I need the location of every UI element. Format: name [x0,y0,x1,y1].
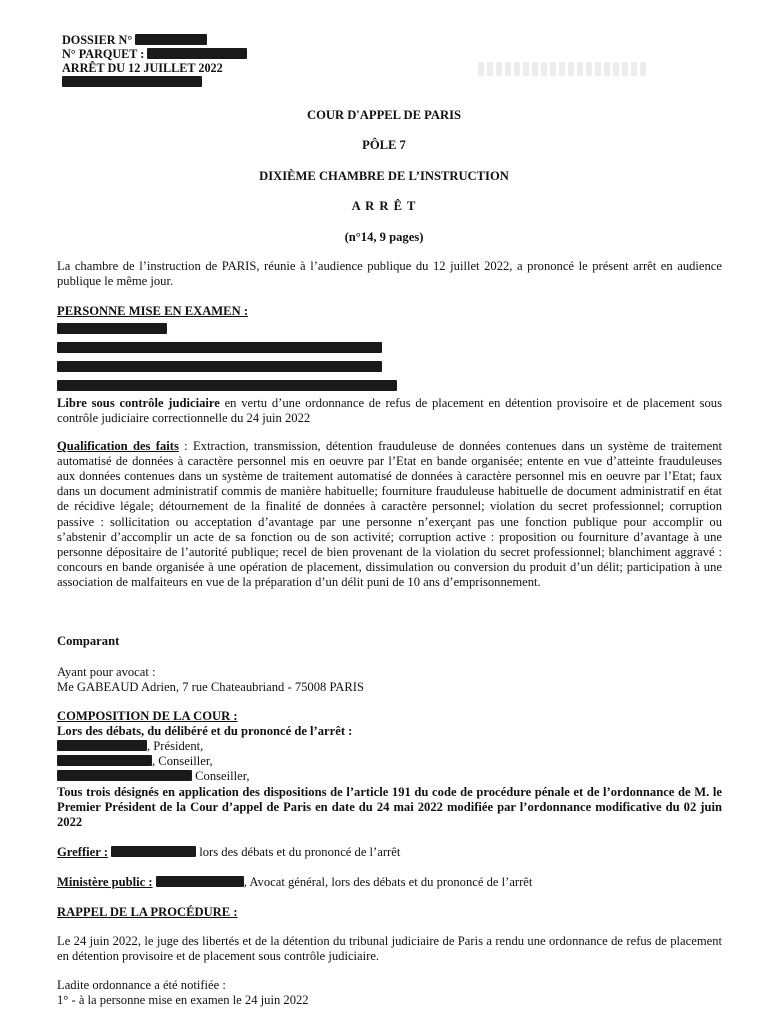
redacted-line [57,341,722,356]
statut-paragraph [57,396,722,426]
dossier-label: DOSSIER N° [62,33,133,47]
court-pole: PÔLE 7 [362,138,406,152]
notif-item-1: 1° - à la personne mise en examen le 24 juin 2022 [57,993,309,1007]
redacted-line [57,379,722,394]
comparant-heading: Comparant [57,634,120,648]
redaction-bar [57,323,167,334]
conseiller-role: , Conseiller, [152,754,213,769]
designation-text: Tous trois désignés en application des dispositions de l’article 191 du code de procédure pénale et de l’ordonnance de M. le Premier Président de la Cour d’appel de Paris en date du 24 mai 2022 modifiée par l’ordonnance modificative du 02 juin 2022 [57,784,722,829]
redaction-bar [57,342,382,353]
redaction-bar [57,361,382,372]
composition-heading: COMPOSITION DE LA COUR : [57,709,238,723]
composition-section [57,709,722,830]
faded-stamp [478,62,648,76]
court-name: COUR D'APPEL DE PARIS [306,108,462,122]
statut-bold: Libre sous contrôle judiciaire [57,396,220,410]
redaction-bar [147,48,247,59]
case-header [62,33,247,89]
conseiller-line [57,769,722,784]
ministere-text: , Avocat général, lors des débats et du prononcé de l’arrêt [243,875,533,889]
qualification-label: Qualification des faits [57,439,179,453]
personne-section [57,304,722,395]
avocat-name: Me GABEAUD Adrien, 7 rue Chateaubriand - 75008 PARIS [57,680,364,694]
parquet-label: N° PARQUET : [62,47,145,61]
intro-paragraph: La chambre de l’instruction de PARIS, réunie à l’audience publique du 12 juillet 2022, a prononcé le présent arrêt en audience publique le même jour. [57,259,722,289]
composition-subheading: Lors des débats, du délibéré et du prononcé de l’arrêt : [57,724,353,739]
redaction-bar [57,770,192,781]
notif-label: Ladite ordonnance a été notifiée : [57,978,226,992]
conseiller-line [57,754,722,769]
redaction-bar [57,755,152,766]
rappel-text: Le 24 juin 2022, le juge des libertés et de la détention du tribunal judiciaire de Paris a rendu une ordonnance de refus de placement en détention provisoire et de placement sous contrôle judiciaire. [57,934,722,964]
greffier-label: Greffier : [57,845,108,859]
ministere-label: Ministère public : [57,875,153,889]
redaction-bar [62,76,202,87]
redacted-line [57,360,722,375]
greffier-text: lors des débats et du prononcé de l’arrêt [196,845,401,859]
greffier-line [57,845,722,860]
court-chamber: DIXIÈME CHAMBRE DE L’INSTRUCTION [259,169,509,183]
document-number: (n°14, 9 pages) [344,230,424,244]
avocat-label: Ayant pour avocat : [57,665,156,679]
document-type: A R R Ê T [351,199,417,213]
redaction-bar [57,380,397,391]
ministere-line [57,875,722,890]
qualification-text: : Extraction, transmission, détention frauduleuse de données contenues dans un système de traitement automatisé de données à caractère personnel mis en oeuvre par l’Etat en bande organisée; entente en vue d’atteinte frauduleuses aux données contenues dans un système de traitement automatisé de données à caractère personnel mis en oeuvre par l’Etat; faux dans un document administratif commis de manière habituelle; fourniture frauduleuse habituelle de document administratif en état de récidive légale; détournement de la finalité de données à caractère personnel; violation du secret professionnel; corruption passive : sollicitation ou acceptation d’avantage par une personne n’exerçant pas une fonction publique pour accomplir ou s’abstenir d’accomplir un acte de sa fonction ou de son activité; corruption active : proposition ou fourniture d’avantage à une personne dépositaire de l’autorité publique; recel de bien provenant de la violation du secret professionnel; blanchiment aggravé : concours en bande organisée à une opération de placement, dissimulation ou conversion du produit d’un délit; participation à une association de malfaiteurs en vue de la préparation d’un délit puni de 10 ans d’emprisonnement. [57,439,722,589]
rappel-heading: RAPPEL DE LA PROCÉDURE : [57,905,238,919]
redaction-bar [57,740,147,751]
qualification-paragraph [57,439,722,590]
dossier-line [62,33,247,47]
parquet-line [62,47,247,61]
redaction-bar [111,846,196,857]
redacted-line [62,75,247,89]
redaction-bar [135,34,207,45]
president-role: , Président, [147,739,204,754]
president-line [57,739,722,754]
conseiller-role: Conseiller, [192,769,250,784]
personne-heading: PERSONNE MISE EN EXAMEN : [57,304,249,318]
statut-text: en vertu d’une ordonnance de refus de placement en détention provisoire et de placement sous contrôle judiciaire correctionnelle du 24 juin 2022 [57,396,722,426]
arret-date: ARRÊT DU 12 JUILLET 2022 [62,61,223,75]
redaction-bar [156,876,244,887]
redacted-line [57,322,722,337]
